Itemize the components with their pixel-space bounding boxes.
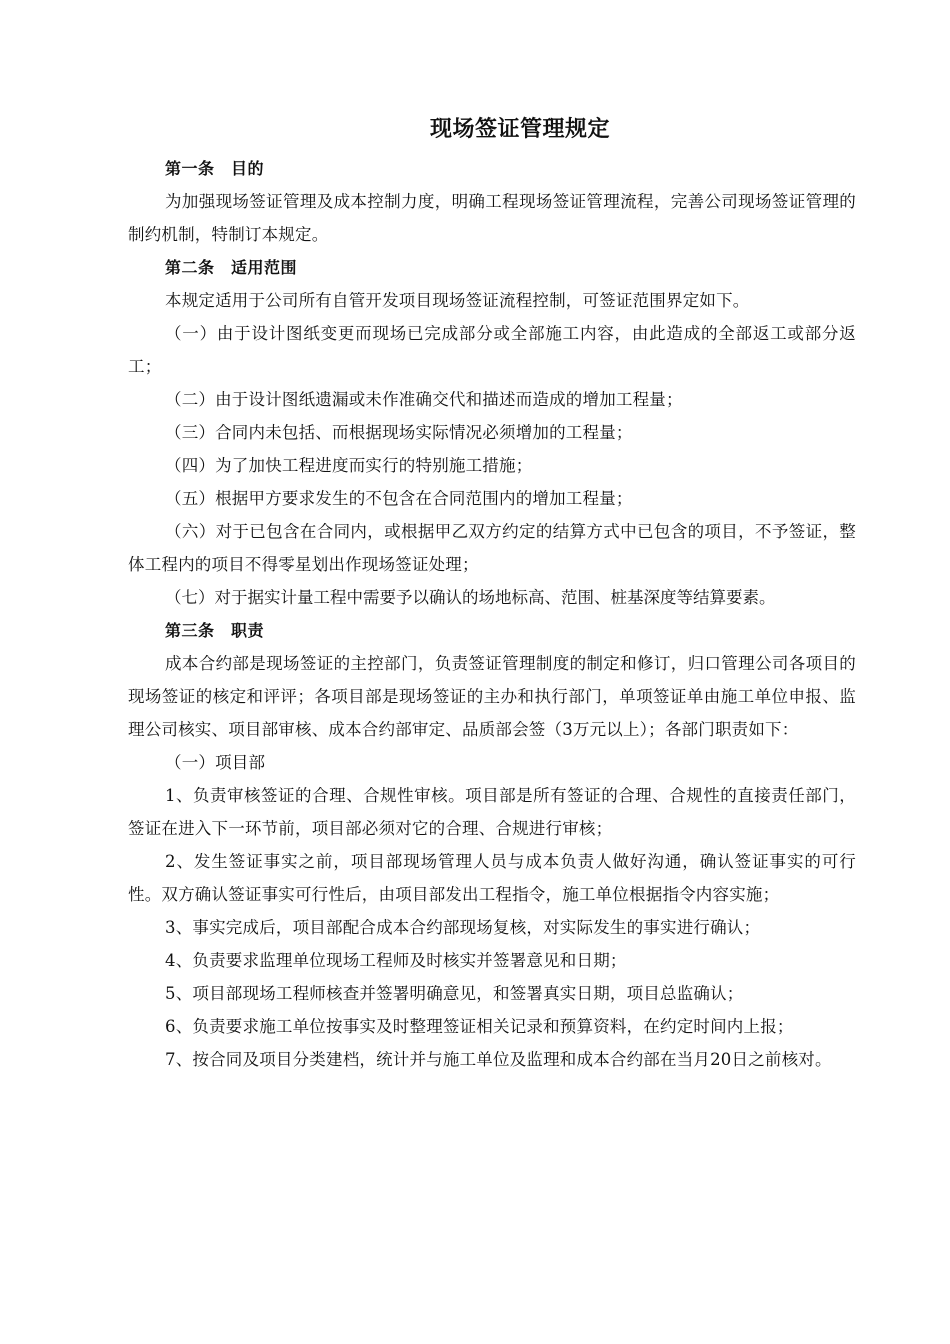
list-item: （二）由于设计图纸遗漏或未作准确交代和描述而造成的增加工程量； <box>165 390 683 409</box>
list-item: （五）根据甲方要求发生的不包含在合同范围内的增加工程量； <box>165 489 633 508</box>
section-heading: 第三条 职责 <box>165 621 265 640</box>
section-heading: 第一条 目的 <box>165 159 265 178</box>
paragraph: 成本合约部是现场签证的主控部门，负责签证管理制度的制定和修订，归口管理公司各项目的现场签证的核定和评评；各项目部是现场签证的主办和执行部门，单项签证单由施工单位申报、监理公司核实、项目部审核、成本合约部审定、品质部会签（3万元以上）；各部门职责如下： <box>128 654 856 739</box>
document-body <box>128 152 856 1076</box>
list-item: （一）由于设计图纸变更而现场已完成部分或全部施工内容，由此造成的全部返工或部分返工； <box>128 324 856 376</box>
list-item: 7、按合同及项目分类建档，统计并与施工单位及监理和成本合约部在当月20日之前核对。 <box>165 1050 832 1069</box>
paragraph: 本规定适用于公司所有自管开发项目现场签证流程控制，可签证范围界定如下。 <box>165 291 750 310</box>
list-item: 2、发生签证事实之前，项目部现场管理人员与成本负责人做好沟通，确认签证事实的可行性。双方确认签证事实可行性后，由项目部发出工程指令，施工单位根据指令内容实施； <box>128 852 856 904</box>
paragraph: 为加强现场签证管理及成本控制力度，明确工程现场签证管理流程，完善公司现场签证管理的制约机制，特制订本规定。 <box>128 192 856 244</box>
list-item: 5、项目部现场工程师核查并签署明确意见，和签署真实日期，项目总监确认； <box>165 984 744 1003</box>
list-item: 6、负责要求施工单位按事实及时整理签证相关记录和预算资料，在约定时间内上报； <box>165 1017 794 1036</box>
list-item: （六）对于已包含在合同内，或根据甲乙双方约定的结算方式中已包含的项目，不予签证，整体工程内的项目不得零星划出作现场签证处理； <box>128 522 856 574</box>
list-item: （四）为了加快工程进度而实行的特别施工措施； <box>165 456 533 475</box>
list-item: （三）合同内未包括、而根据现场实际情况必须增加的工程量； <box>165 423 633 442</box>
list-item: （一）项目部 <box>165 753 266 772</box>
list-item: 3、事实完成后，项目部配合成本合约部现场复核，对实际发生的事实进行确认； <box>165 918 761 937</box>
list-item: 4、负责要求监理单位现场工程师及时核实并签署意见和日期； <box>165 951 627 970</box>
list-item: （七）对于据实计量工程中需要予以确认的场地标高、范围、桩基深度等结算要素。 <box>165 588 776 607</box>
list-item: 1、负责审核签证的合理、合规性审核。项目部是所有签证的合理、合规性的直接责任部门，签证在进入下一环节前，项目部必须对它的合理、合规进行审核； <box>128 786 856 838</box>
section-heading: 第二条 适用范围 <box>165 258 298 277</box>
document-title: 现场签证管理规定 <box>429 117 610 142</box>
